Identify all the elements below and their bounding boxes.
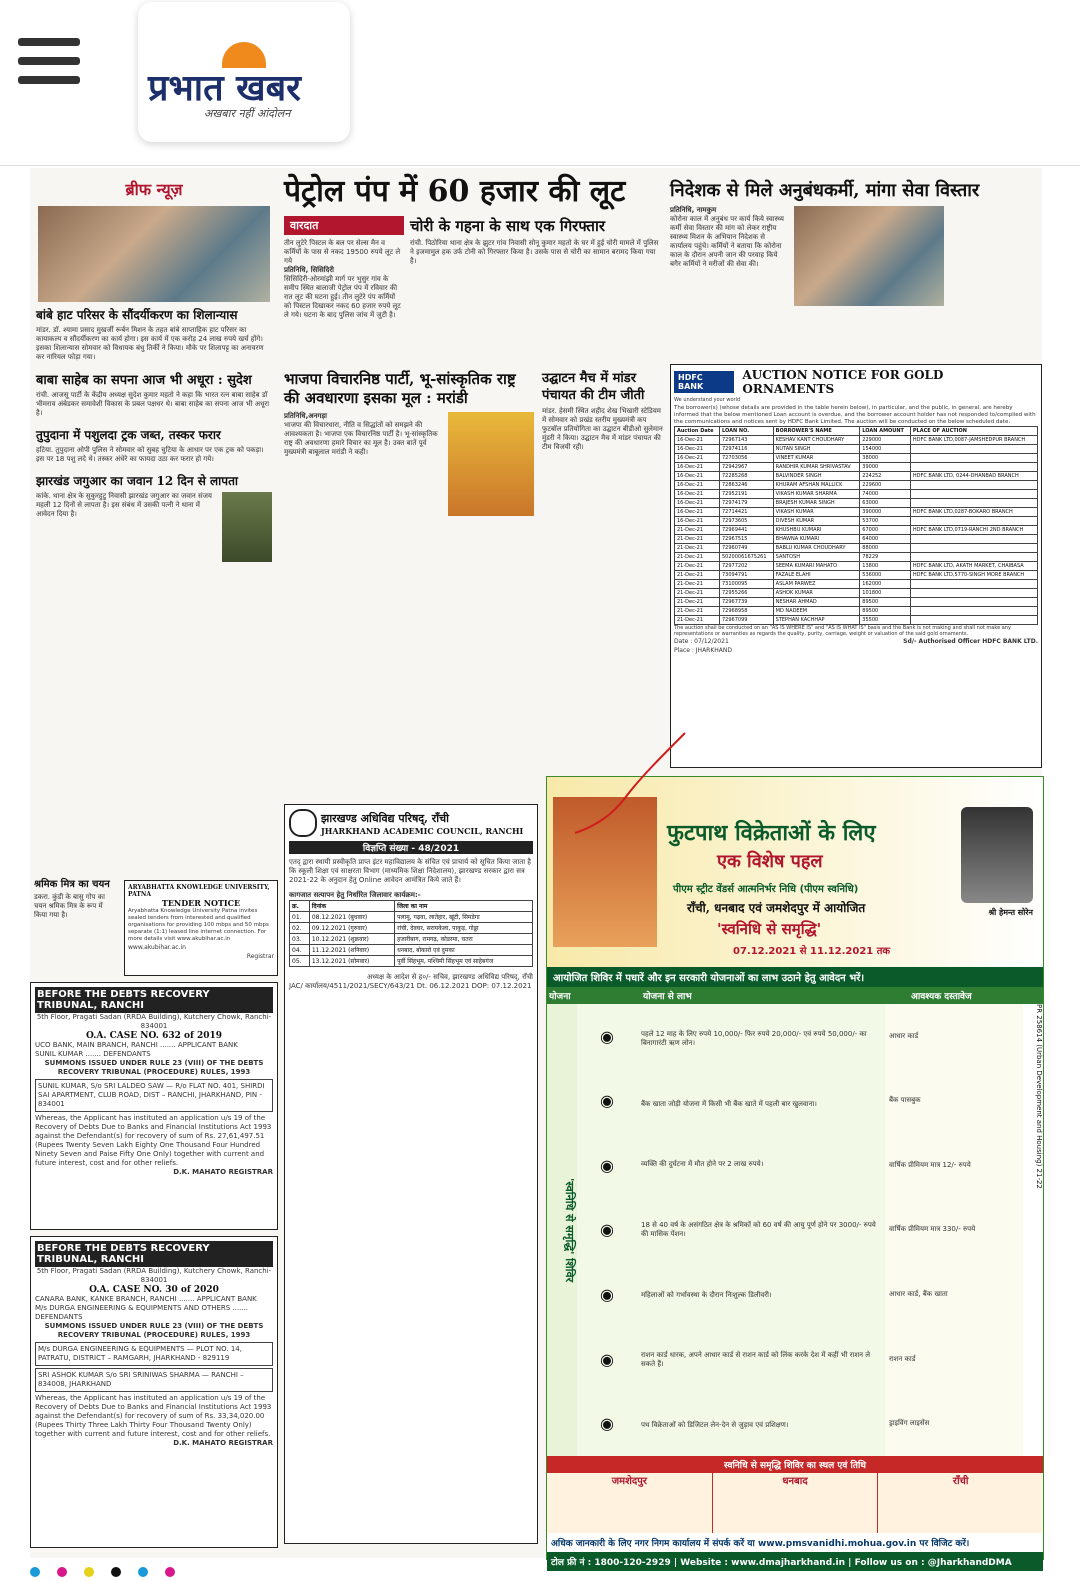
table-cell: 16-Dec-21: [675, 463, 720, 472]
ad-title: फुटपाथ विक्रेताओं के लिए: [667, 820, 876, 846]
schedule-heading: स्वनिधि से समृद्धि शिविर का स्थल एवं तिथि: [547, 1456, 1043, 1473]
story-headline: तुपुदाना में पशुलदा ट्रक जब्त, तस्कर फरार: [36, 428, 221, 442]
table-cell: [910, 481, 1037, 490]
table-cell: [910, 517, 1037, 526]
table-cell: 11.12.2021 (शनिवार): [309, 945, 394, 956]
defendant-row: SUNIL KUMAR, S/o SRI LALDEO SAW — R/o FLAT NO. 401, SHIRDI SAI APARTMENT, CLUB ROAD, DIST – RANCHI, JHARKHAND, PIN - 834001: [35, 1079, 273, 1112]
notice-address: 5th Floor, Pragati Sadan (RRDA Building), Kutchery Chowk, Ranchi-834001: [36, 1267, 272, 1284]
table-cell: 72942967: [720, 463, 774, 472]
table-cell: 53700: [860, 517, 911, 526]
table-row: [675, 463, 1038, 472]
leader-photo: [448, 412, 534, 516]
table-cell: 35500: [860, 616, 911, 625]
table-cell: 02.: [290, 923, 310, 934]
benefit-item: पहले 12 माह के लिए रुपये 10,000/- फिर रुपये 20,000/- एवं रुपये 50,000/- का बिनागारंटी ऋण लोन।: [641, 1029, 867, 1047]
table-cell: पूर्वी सिंहभूम, पश्चिमी सिंहभूम एवं साहेबगंज: [395, 956, 533, 967]
notice-ref: JAC/ कार्यालय/4511/2021/SECY/643/21 Dt. 06.12.2021 DOP: 07.12.2021: [289, 982, 532, 990]
scheme-icons: [577, 1004, 637, 1456]
case-number: O.A. CASE NO. 30 of 2020: [89, 1285, 219, 1295]
table-row: [675, 454, 1038, 463]
table-row: [675, 616, 1038, 625]
table-cell: HDFC BANK LTD, 0244-DHANBAD BRANCH: [910, 472, 1037, 481]
story-body: डकरा. कुंडी के बासु गोप का चयन श्रमिक मित्र के रूप में किया गया है।: [34, 893, 105, 919]
column-header: LOAN NO.: [720, 427, 774, 436]
table-cell: [910, 499, 1037, 508]
table-cell: 08.12.2021 (बुधवार): [309, 912, 394, 923]
site-logo[interactable]: [138, 2, 350, 142]
story-headline: श्रमिक मित्र का चयन: [34, 879, 110, 890]
story-bullet: तीन लुटेरे पिस्टल के बल पर सेल्स मैन व कर्मियों के पास से नकद 19500 रुपये लूट ले गये: [284, 239, 401, 265]
table-cell: HDFC BANK LTD,0087-JAMSHEDPUR BRANCH: [910, 436, 1037, 445]
page-dot[interactable]: [84, 1567, 94, 1577]
table-row: [675, 445, 1038, 454]
table-cell: 03.: [290, 934, 310, 945]
table-cell: BABLU KUMAR CHOUDHARY: [773, 544, 860, 553]
scheme-icon: ◉: [600, 1026, 614, 1046]
notice-footer: The auction shall be conducted on an "AS IS WHERE IS" and "AS IS WHAT IS" basis and the Bank is not making and shall not make any representations or warranties as regards the quality, purity, carriage, weight or valuation of the said gold ornaments.: [674, 625, 1011, 637]
notice-title-en: JHARKHAND ACADEMIC COUNCIL, RANCHI: [321, 825, 524, 836]
page-indicator[interactable]: [30, 1562, 187, 1581]
table-cell: [910, 544, 1037, 553]
defendant: SUNIL KUMAR ....... DEFENDANTS: [35, 1050, 151, 1058]
tender-university: ARYABHATTA KNOWLEDGE UNIVERSITY, PATNA: [128, 884, 270, 898]
page-dot[interactable]: [30, 1567, 40, 1577]
app-header: [0, 0, 1080, 166]
summons: SUMMONS ISSUED UNDER RULE 23 (VIII) OF THE DEBTS RECOVERY TRIBUNAL (PROCEDURE) RULES, 1993: [44, 1059, 264, 1076]
tender-body: Aryabhatta Knowledge University Patna invites sealed tenders from interested and qualified organisations for providing 100 mbps and 50 mbps separate (1:1) leased line internet connection. For more details visit www.akubihar.ac.in: [128, 908, 269, 942]
table-cell: [910, 535, 1037, 544]
table-cell: रांची, देवघर, सरायकेला, पाकुड़, गोड्डा: [395, 923, 533, 934]
table-cell: 16-Dec-21: [675, 472, 720, 481]
column-header: योजना से लाभ: [643, 992, 692, 1002]
table-cell: 72974179: [720, 499, 774, 508]
table-cell: SEEMA KUMARI MAHATO: [773, 562, 860, 571]
document-item: राशन कार्ड: [889, 1354, 916, 1363]
table-cell: 21-Dec-21: [675, 589, 720, 598]
meeting-photo: [794, 206, 944, 306]
table-cell: 21-Dec-21: [675, 526, 720, 535]
story-headline: बाबा साहेब का सपना आज भी अधूरा : सुदेश: [36, 373, 252, 388]
hamburger-menu-icon[interactable]: [18, 38, 80, 90]
table-row: [675, 517, 1038, 526]
story-headline: उद्घाटन मैच में मांडर पंचायत की टीम जीती: [542, 371, 645, 403]
table-cell: HDFC BANK LTD,0719-RANCHI 2ND BRANCH: [910, 526, 1037, 535]
notice-sign: D.K. MAHATO REGISTRAR: [173, 1168, 273, 1176]
page-dot[interactable]: [57, 1567, 67, 1577]
table-cell: 21-Dec-21: [675, 535, 720, 544]
document-item: ड्राइविंग लाइसेंस: [889, 1419, 930, 1428]
main-headline: पेट्रोल पंप में 60 हजार की लूट: [284, 174, 626, 209]
table-row: [675, 535, 1038, 544]
table-row: [675, 436, 1038, 445]
city-schedule: राँची: [952, 1476, 969, 1487]
table-cell: 162000: [860, 580, 911, 589]
pm-svanidhi-ad[interactable]: [546, 776, 1044, 1568]
table-cell: 73094791: [720, 571, 774, 580]
table-cell: [910, 616, 1037, 625]
table-cell: 16-Dec-21: [675, 481, 720, 490]
table-cell: FAZALE ELAHI: [773, 571, 860, 580]
column-header: Auction Date: [675, 427, 720, 436]
ad-location: राँची, धनबाद एवं जमशेदपुर में आयोजित: [687, 901, 866, 915]
table-cell: हजारीबाग, रामगढ़, कोडरमा, चतरा: [395, 934, 533, 945]
page-dot[interactable]: [111, 1567, 121, 1577]
table-cell: 13.12.2021 (सोमवार): [309, 956, 394, 967]
story-tag: वारदात: [284, 216, 404, 235]
column-header: आवश्यक दस्तावेज: [911, 992, 972, 1002]
table-cell: 72967099: [720, 616, 774, 625]
scheme-icon: ◉: [600, 1155, 614, 1175]
jac-notice: [284, 804, 538, 1544]
table-cell: 72973605: [720, 517, 774, 526]
table-cell: 50200061675261: [720, 553, 774, 562]
benefit-item: 18 से 40 वर्ष के असंगठित क्षेत्र के श्रमिकों को 60 वर्ष की आयु पूर्ण होने पर 3000/- रुपये की मासिक पेंशन।: [641, 1220, 876, 1238]
column-header: PLACE OF AUCTION: [910, 427, 1037, 436]
column-header: योजना: [549, 992, 571, 1002]
side-label: 'स्वनिधि से समृद्धि' शिविर: [547, 1004, 577, 1456]
benefit-item: पथ विक्रेताओं को डिजिटल लेन-देन से जुड़ाव एवं प्रशिक्षण।: [641, 1421, 789, 1430]
table-cell: KHUSHBU KUMARI: [773, 526, 860, 535]
table-cell: [910, 589, 1037, 598]
ad-footer: अधिक जानकारी के लिए नगर निगम कार्यालय में संपर्क करें या www.pmsvanidhi.mohua.gov.in पर विजिट करें।: [551, 1539, 970, 1549]
document-item: आधार कार्ड: [889, 1031, 919, 1040]
table-cell: 72967515: [720, 535, 774, 544]
case-number: O.A. CASE NO. 632 of 2019: [85, 1031, 223, 1041]
table-cell: 72863246: [720, 481, 774, 490]
tender-website[interactable]: www.akubihar.ac.in: [128, 944, 186, 951]
table-cell: 04.: [290, 945, 310, 956]
table-cell: 154000: [860, 445, 911, 454]
notice-intro: The borrower(s) (whose details are provided in the table herein below), in particular, and the public, in general, are hereby informed that the below mentioned Loan account is overdue, and the borrower account holder has not responded to/complied with the communications and notices sent by HDFC Bank Limited. The auction will be conducted on the below scheduled date.: [674, 405, 1036, 425]
table-cell: 16-Dec-21: [675, 436, 720, 445]
table-cell: STEPHAN KACHHAP: [773, 616, 860, 625]
table-cell: 74000: [860, 490, 911, 499]
column-header: क्र.: [290, 901, 310, 912]
document-item: आधार कार्ड, बैंक खाता: [889, 1290, 948, 1299]
table-cell: 101800: [860, 589, 911, 598]
tender-notice: [124, 880, 278, 976]
logo-tagline: अखबार नहीं आंदोलन: [204, 107, 291, 120]
table-cell: 38000: [860, 454, 911, 463]
table-cell: [910, 607, 1037, 616]
logo-name: प्रभात खबर: [148, 67, 301, 109]
table-cell: HDFC BANK LTD, AKATH MARKET, CHAIBASA: [910, 562, 1037, 571]
table-cell: 10.12.2021 (शुक्रवार): [309, 934, 394, 945]
table-cell: 73100095: [720, 580, 774, 589]
table-cell: 89500: [860, 598, 911, 607]
table-row: [290, 912, 533, 923]
table-cell: 21-Dec-21: [675, 544, 720, 553]
benefit-item: राशन कार्ड धारक, अपने आधार कार्ड से राशन कार्ड को लिंक करके देश में कहीं भी राशन ले सकते हैं।: [641, 1351, 871, 1369]
table-cell: [910, 553, 1037, 562]
table-cell: BHAWNA KUMARI: [773, 535, 860, 544]
table-row: [675, 526, 1038, 535]
story-body: हटिया. तुपुदाना ओपी पुलिस ने सोमवार को सुबह चुटिया के आधार पर एक ट्रक को पकड़ा। इस पर 18 पशु लदे थे। तस्कर अंधेरे का फायदा उठा कर फरार हो गये।: [36, 446, 264, 463]
table-row: [675, 589, 1038, 598]
table-cell: 64000: [860, 535, 911, 544]
scheme-icon: ◉: [600, 1220, 614, 1240]
story-headline: झारखंड जगुआर का जवान 12 दिन से लापता: [36, 474, 239, 488]
table-cell: 09.12.2021 (गुरुवार): [309, 923, 394, 934]
benefit-item: व्यक्ति की दुर्घटना में मौत होने पर 2 लाख रुपये।: [641, 1160, 764, 1169]
summons: SUMMONS ISSUED UNDER RULE 23 (VIII) OF THE DEBTS RECOVERY TRIBUNAL (PROCEDURE) RULES, 1993: [44, 1322, 264, 1339]
table-cell: 88000: [860, 544, 911, 553]
story-headline: निदेशक से मिले अनुबंधकर्मी, मांगा सेवा विस्तार: [670, 180, 980, 201]
story-body: भाजपा की विचारधारा, नीति व सिद्धांतों को समझने की आवश्यकता है। भाजपा एक विचारनिष्ठ पार्टी है। भू-सांस्कृतिक राष्ट्र की अवधारणा हमारे विचार का मूल है। उक्त बातें पूर्व मुख्यमंत्री बाबूलाल मरांडी ने कही।: [284, 421, 438, 456]
soldier-photo: [222, 492, 272, 562]
ad-subtitle: एक विशेष पहल: [717, 851, 823, 872]
table-cell: 78229: [860, 553, 911, 562]
table-cell: SANTOSH: [773, 553, 860, 562]
column-header: BORROWER'S NAME: [773, 427, 860, 436]
table-cell: 72952191: [720, 490, 774, 499]
table-cell: [910, 598, 1037, 607]
table-cell: 72714421: [720, 508, 774, 517]
ad-slogan: 'स्वनिधि से समृद्धि': [717, 920, 822, 938]
story-headline: बांबे हाट परिसर के सौंदर्यीकरण का शिलान्यास: [36, 308, 238, 322]
brief-story: [30, 876, 120, 976]
notice-sign: D.K. MAHATO REGISTRAR: [173, 1439, 273, 1447]
table-cell: NUTAN SINGH: [773, 445, 860, 454]
story-headline: भाजपा विचारनिष्ठ पार्टी, भू-सांस्कृतिक राष्ट्र की अवधारणा इसका मूल : मरांडी: [284, 370, 516, 407]
table-cell: 05.: [290, 956, 310, 967]
table-cell: 72703056: [720, 454, 774, 463]
table-cell: BRAJESH KUMAR SINGH: [773, 499, 860, 508]
ad-banner: आयोजित शिविर में पधारें और इन सरकारी योजनाओं का लाभ उठाने हेतु आवेदन भरें।: [547, 967, 1043, 987]
table-cell: 21-Dec-21: [675, 571, 720, 580]
document-item: बैंक पासबुक: [889, 1096, 921, 1105]
table-cell: 72285268: [720, 472, 774, 481]
table-cell: [910, 463, 1037, 472]
table-cell: NESHAR AHMAD: [773, 598, 860, 607]
applicant: CANARA BANK, KANKE BRANCH, RANCHI ....... APPLICANT BANK: [35, 1295, 257, 1303]
notice-place: Place : JHARKHAND: [674, 647, 733, 654]
table-row: [675, 580, 1038, 589]
table-cell: 21-Dec-21: [675, 562, 720, 571]
table-cell: 72969441: [720, 526, 774, 535]
table-cell: 01.: [290, 912, 310, 923]
table-cell: 72974116: [720, 445, 774, 454]
jac-emblem-icon: [289, 809, 317, 837]
table-cell: [910, 490, 1037, 499]
hdfc-logo: HDFC BANK: [674, 371, 734, 393]
table-cell: 21-Dec-21: [675, 580, 720, 589]
city-schedule: धनबाद: [713, 1473, 879, 1533]
story-dateline: प्रतिनिधि, नामकुम: [670, 206, 717, 214]
table-cell: 72968958: [720, 607, 774, 616]
epaper-page[interactable]: [30, 168, 1043, 1568]
defendant-row: SRI ASHOK KUMAR S/o SRI SRINIWAS SHARMA — RANCHI – 834008, JHARKHAND: [35, 1368, 273, 1392]
table-cell: 16-Dec-21: [675, 454, 720, 463]
table-row: [290, 956, 533, 967]
notice-title: BEFORE THE DEBTS RECOVERY TRIBUNAL, RANCHI: [35, 1241, 273, 1267]
table-cell: 224252: [860, 472, 911, 481]
story-body: मांडर. डॉ. श्यामा प्रसाद मुखर्जी रूर्बन मिशन के तहत बांबे साप्ताहिक हाट परिसर का कायाकल्प व सौंदर्यीकरण का कार्य होगा। इस कार्य में एक करोड़ 24 लाख रुपये खर्च होंगे। इसका शिलान्यास सोमवार को विधायक बंधु तिर्की ने किया। मौके पर शिलापट्ट का अनावरण कर नारियल फोड़ा गया।: [36, 326, 264, 361]
city-schedule: जमशेदपुर: [547, 1473, 713, 1533]
table-row: [675, 481, 1038, 490]
schedule-table: [289, 900, 533, 967]
right-story: [670, 180, 1042, 360]
table-cell: 39000: [860, 463, 911, 472]
table-cell: KESHAV KANT CHOUDHARY: [773, 436, 860, 445]
table-cell: 16-Dec-21: [675, 508, 720, 517]
table-cell: ASHOK KUMAR: [773, 589, 860, 598]
table-cell: MD NADEEM: [773, 607, 860, 616]
pr-number: PR 258614 (Urban Development and Housing) 21-22: [1023, 1004, 1043, 1456]
page-dot[interactable]: [165, 1567, 175, 1577]
scheme-icon: ◉: [600, 1285, 614, 1305]
page-dot[interactable]: [138, 1567, 148, 1577]
column-header: LOAN AMOUNT: [860, 427, 911, 436]
table-cell: 16-Dec-21: [675, 499, 720, 508]
table-row: [290, 934, 533, 945]
hdfc-auction-notice: [670, 364, 1042, 768]
table-cell: 21-Dec-21: [675, 598, 720, 607]
table-cell: 21-Dec-21: [675, 607, 720, 616]
story-body: कोरोना काल में अनुबंध पर कार्य किये स्वास्थ्य कर्मी सेवा विस्तार की मांग को लेकर राष्ट्रीय स्वास्थ्य मिशन के अभियान निदेशक से कार्यालय पहुंचे। कर्मियों ने बताया कि कोरोना काल के दौरान अपनी जान की परवाह किये बगैर कर्मियों ने मरीजों की सेवा की।: [670, 215, 784, 268]
table-cell: 229000: [860, 436, 911, 445]
table-cell: 229600: [860, 481, 911, 490]
table-row: [675, 562, 1038, 571]
document-list: [885, 1004, 1023, 1456]
table-cell: 13800: [860, 562, 911, 571]
table-row: [675, 472, 1038, 481]
table-cell: [910, 445, 1037, 454]
benefit-item: महिलाओं को गर्भावस्था के दौरान निःशुल्क डिलीवरी।: [641, 1290, 772, 1299]
notice-title: AUCTION NOTICE FOR GOLD ORNAMENTS: [742, 368, 944, 396]
table-row: [675, 499, 1038, 508]
main-story: [284, 174, 664, 634]
scheme-icon: ◉: [600, 1414, 614, 1434]
document-item: वार्षिक प्रीमियम मात्र 12/- रुपये: [889, 1160, 971, 1169]
scheme-icon: ◉: [600, 1091, 614, 1111]
tollfree-bar[interactable]: टोल फ्री नं : 1800-120-2929 | Website : www.dmajharkhand.in | Follow us on : @JharkhandDMA: [547, 1552, 1043, 1571]
scheme-icon: ◉: [600, 1349, 614, 1369]
table-cell: 21-Dec-21: [675, 553, 720, 562]
brief-news-column: [30, 178, 278, 868]
story-body: सिसिदिरी-ओरमांझी मार्ग पर भुसुर गांव के समीप स्थित बालाजी पेट्रोल पंप में रविवार की रात लूट की घटना हुई। तीन लुटेरे पंप कर्मियों को पिस्टल दिखाकर नकद 60 हजार रुपये लूट ले गये। घटना के बाद पुलिस जांच में जुटी है।: [284, 275, 401, 319]
tender-title: TENDER NOTICE: [161, 898, 241, 908]
notice-body: एतद् द्वारा स्थायी प्रस्वीकृति प्राप्त इंटर महाविद्यालय के संचित एवं प्राचार्य को सूचित किया जाता है कि स्कूली शिक्षा एवं साक्षरता विभाग (माध्यमिक शिक्षा निदेशालय), झारखण्ड सरकार द्वारा सत्र 2021-22 के अनुदान हेतु Online आवेदन आमंत्रित किये जाते हैं।: [289, 858, 532, 884]
table-cell: 72960749: [720, 544, 774, 553]
story-dateline: प्रतिनिधि, सिसिदिरी: [284, 266, 334, 274]
defendant-row: M/s DURGA ENGINEERING & EQUIPMENTS — PLOT NO. 14, PATRATU, DISTRICT – RAMGARH, JHARKHAND - 829119: [35, 1342, 273, 1366]
notice-sign: अध्यक्ष के आदेश से ह०/- सचिव, झारखण्ड अधिविद्य परिषद्, राँची: [366, 973, 533, 981]
table-cell: 72967143: [720, 436, 774, 445]
column-header: दिनांक: [309, 901, 394, 912]
table-cell: 16-Dec-21: [675, 445, 720, 454]
table-row: [675, 598, 1038, 607]
ad-dates: 07.12.2021 से 11.12.2021 तक: [733, 946, 891, 957]
table-row: [290, 923, 533, 934]
scheme-name: पीएम स्ट्रीट वेंडर्स आत्मनिर्भर निधि (पीएम स्वनिधि): [673, 884, 859, 895]
table-cell: HDFC BANK LTD,0287-BOKARO BRANCH: [910, 508, 1037, 517]
table-cell: 89500: [860, 607, 911, 616]
table-cell: 16-Dec-21: [675, 517, 720, 526]
table-cell: पलामू, गढ़वा, लातेहार, खूंटी, सिमडेगा: [395, 912, 533, 923]
table-row: [675, 553, 1038, 562]
notice-address: 5th Floor, Pragati Sadan (RRDA Building), Kutchery Chowk, Ranchi-834001: [36, 1013, 272, 1030]
table-row: [290, 945, 533, 956]
notice-date: Date : 07/12/2021: [674, 638, 729, 645]
table-cell: [910, 454, 1037, 463]
notice-body: Whereas, the Applicant has instituted an application u/s 19 of the Recovery of Debts Due to Banks and Financial Institutions Act 1993 against the Defendant(s) for recovery of sum of Rs. 27,61,497.51 (Rupees Twenty Seven Lakh Eighty One Thousand Four Hundred Ninety Seven and Paise Fifty One Only) together with current and future interest, cost and for other reliefs.: [35, 1114, 272, 1167]
table-cell: VINEET KUMAR: [773, 454, 860, 463]
table-cell: 21-Dec-21: [675, 616, 720, 625]
document-item: वार्षिक प्रीमियम मात्र 330/- रुपये: [889, 1225, 976, 1234]
hdfc-slogan: We understand your world: [674, 397, 741, 403]
drt-notice: [30, 1236, 278, 1548]
table-row: [675, 544, 1038, 553]
table-cell: VIKASH KUMAR SHARMA: [773, 490, 860, 499]
defendant: M/s DURGA ENGINEERING & EQUIPMENTS AND OTHERS ....... DEFENDANTS: [35, 1304, 249, 1321]
leader-name: श्री हेमन्त सोरेन: [988, 908, 1033, 917]
notice-body: Whereas, the Applicant has instituted an application u/s 19 of the Recovery of Debts Due to Banks and Financial Institutions Act 1993 against the Defendant(s) for recovery of sum of Rs. 33,34,020.00 (Rupees Thirty Three Lakh Thirty Four Thousand Twenty Only) together with current and future interest, cost and for other reliefs.: [35, 1394, 272, 1438]
column-header: जिला का नाम: [395, 901, 533, 912]
notice-subtitle: विज्ञप्ति संख्या - 48/2021: [289, 841, 533, 854]
benefit-item: बैंक खाता जोड़ी योजना में किसी भी बैंक खाते में पहली बार खुलवाना।: [641, 1099, 817, 1108]
red-annotation-stroke: [570, 728, 690, 838]
auction-table: [674, 426, 1038, 625]
drt-notice: [30, 982, 278, 1230]
table-cell: 16-Dec-21: [675, 490, 720, 499]
story-body: रांची. पिठोरिया थाना क्षेत्र के झुटर गांव निवासी सोनू कुमार महतो के घर में हुई चोरी मामले में पुलिस ने इजमामुल हक उर्फ टोनी को गिरफ्तार किया है। उसके पास से चोरी का सामान बरामद किया गया है।: [410, 239, 659, 265]
table-cell: धनबाद, बोकारो एवं दुमका: [395, 945, 533, 956]
table-row: [675, 607, 1038, 616]
table-cell: KHURAM AFSHAN MALLICK: [773, 481, 860, 490]
story-dateline: प्रतिनिधि,अनगड़ा: [284, 412, 327, 420]
table-cell: 72955266: [720, 589, 774, 598]
table-cell: [910, 580, 1037, 589]
section-label: ब्रीफ न्यूज़: [125, 180, 183, 199]
notice-sign: Sd/- Authorised Officer HDFC BANK LTD.: [903, 638, 1038, 645]
table-cell: 390000: [860, 508, 911, 517]
story-headline: चोरी के गहना के साथ एक गिरफ्तार: [410, 217, 605, 235]
table-cell: ASLAM PARWEZ: [773, 580, 860, 589]
table-cell: RANDHIR KUMAR SHRIVASTAV: [773, 463, 860, 472]
notice-title: BEFORE THE DEBTS RECOVERY TRIBUNAL, RANCHI: [35, 987, 273, 1013]
story-body: कांके. थाना क्षेत्र के सुकुरहुटु निवासी झारखंड जगुआर का जवान संजय महली 12 दिनों से लापता है। इस संबंध में उसकी पत्नी ने थाना में आवेदन दिया है।: [36, 492, 212, 518]
table-cell: 536000: [860, 571, 911, 580]
applicant: UCO BANK, MAIN BRANCH, RANCHI ....... APPLICANT BANK: [35, 1041, 238, 1049]
table-cell: 67000: [860, 526, 911, 535]
table-cell: 72967739: [720, 598, 774, 607]
table-row: [675, 490, 1038, 499]
table-heading: कागजात सत्यापन हेतु निर्धारित जिलावार कार्यक्रम:-: [289, 891, 421, 899]
table-cell: VIKASH KUMAR: [773, 508, 860, 517]
notice-title: झारखण्ड अधिविद्य परिषद्, राँची: [321, 811, 449, 825]
leader-photo: [961, 807, 1033, 903]
table-row: [675, 508, 1038, 517]
table-row: [675, 571, 1038, 580]
tender-signatory: Registrar: [246, 953, 274, 960]
table-cell: DIVESH KUMAR: [773, 517, 860, 526]
benefit-list: [637, 1004, 885, 1456]
news-photo: [38, 206, 270, 302]
table-cell: HDFC BANK LTD,5770-SINGH MORE BRANCH: [910, 571, 1037, 580]
table-cell: BALVINDER SINGH: [773, 472, 860, 481]
table-cell: 63000: [860, 499, 911, 508]
story-body: मांडर. हेसमी स्थित शहीद शेख भिखारी स्टेडियम में सोमवार को प्रखंड स्तरीय मुख्यमंत्री कप फुटबॉल प्रतियोगिता का उद्घाटन बीडीओ सुलेमान मुंडरी ने किया। उद्घाटन मैच में मांडर पंचायत की टीम विजयी रही।: [542, 407, 663, 451]
table-cell: 72977202: [720, 562, 774, 571]
story-body: रांची. आजसू पार्टी के केंद्रीय अध्यक्ष सुदेश कुमार महतो ने कहा कि भारत रत्न बाबा साहेब डॉ भीमराव अंबेडकर समावेशी विकास के प्रबल पक्षधर थे। बाबा साहेब का सपना आज भी अधूरा है।: [36, 391, 270, 417]
